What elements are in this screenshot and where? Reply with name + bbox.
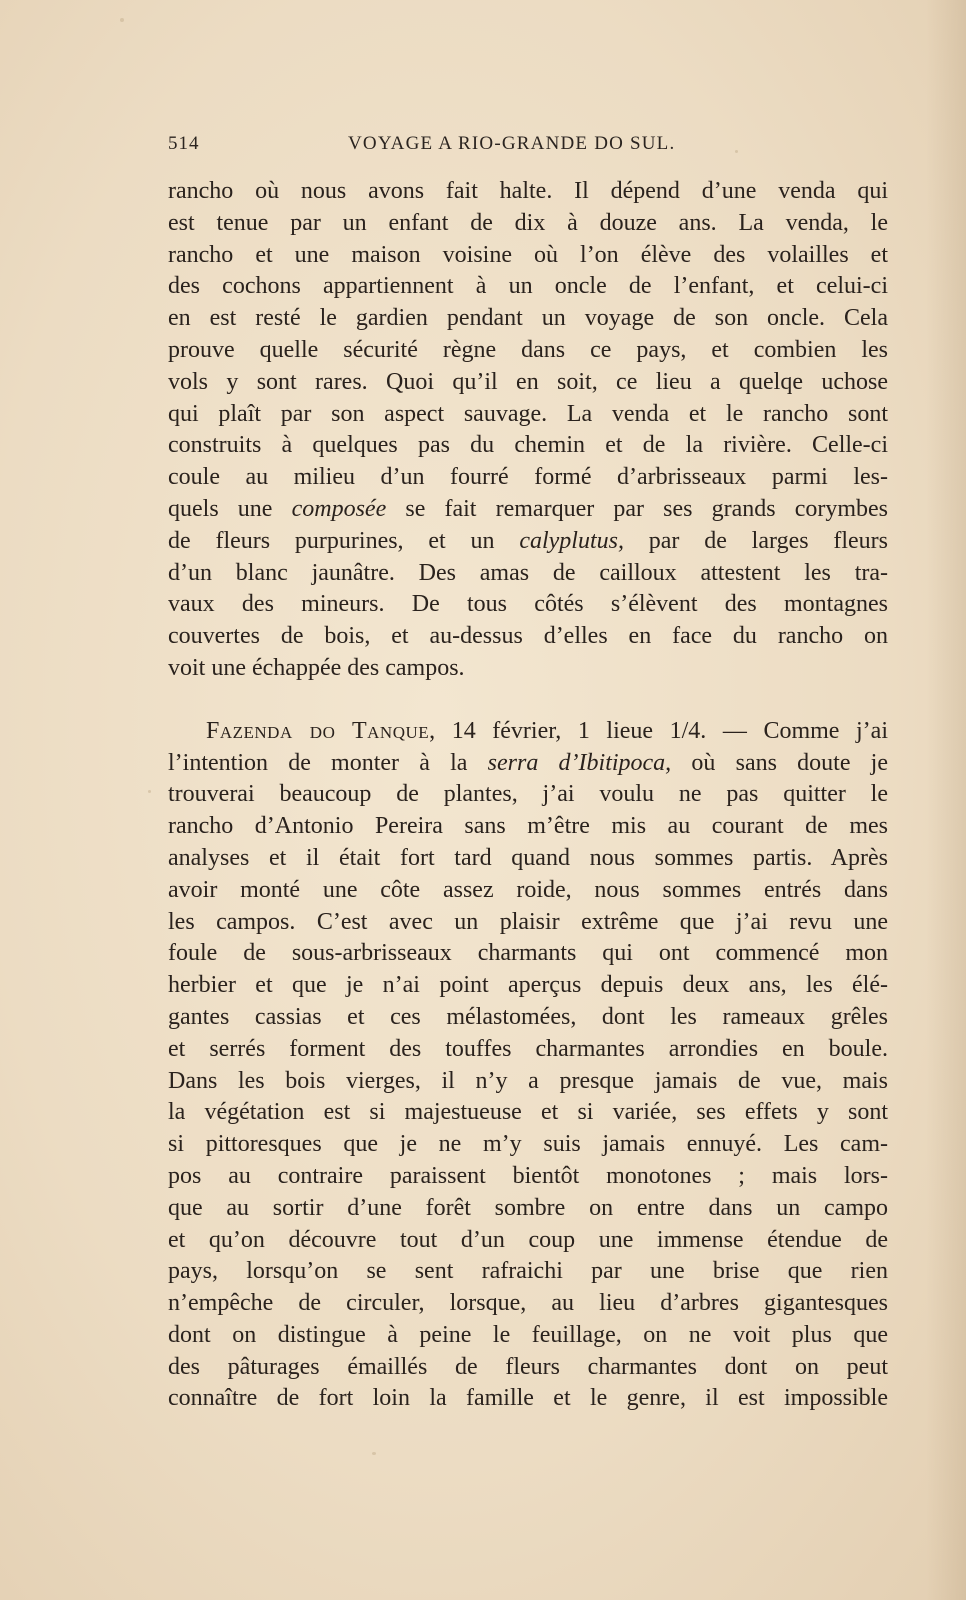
text-line: pays, lorsqu’on se sent rafraichi par une brise que rien (168, 1258, 888, 1285)
running-header (168, 133, 713, 159)
text-line: dont on distingue à peine le feuillage, on ne voit plus que (168, 1321, 888, 1348)
text-line: des pâturages émaillés de fleurs charmantes dont on peut (168, 1353, 888, 1380)
text-line: avoir monté une côte assez roide, nous sommes entrés dans (168, 876, 888, 903)
text-segment: , 14 février, 1 lieue 1/4. — Comme j’ai (429, 717, 888, 744)
paper-speck (120, 18, 124, 22)
text-line (168, 716, 888, 748)
text-line: vols y sont rares. Quoi qu’il en soit, ce lieu a quelqe uchose (168, 368, 888, 395)
body-text (168, 176, 888, 1415)
text-line: pos au contraire paraissent bientôt monotones ; mais lors- (168, 1162, 888, 1189)
text-line: la végétation est si majestueuse et si variée, ses effets y sont (168, 1099, 888, 1126)
text-segment: par de larges fleurs (623, 527, 889, 554)
text-line: d’un blanc jaunâtre. Des amas de cailloux attestent les tra- (168, 559, 888, 586)
text-line: en est resté le gardien pendant un voyage de son oncle. Cela (168, 305, 888, 332)
text-segment: où sans doute je (671, 749, 889, 776)
text-line: rancho où nous avons fait halte. Il dépend d’une venda qui (168, 178, 888, 204)
text-line: et serrés forment des touffes charmantes arrondies en boule. (168, 1035, 888, 1062)
text-line: couvertes de bois, et au-dessus d’elles en face du rancho on (168, 623, 888, 650)
place-heading: Fazenda do Tanque (206, 717, 430, 744)
italic-term: calyplutus, (519, 527, 624, 554)
text-line: voit une échappée des campos. (168, 654, 465, 681)
text-line: qui plaît par son aspect sauvage. La venda et le rancho sont (168, 400, 888, 427)
text-line: coule au milieu d’un fourré formé d’arbrisseaux parmi les- (168, 464, 888, 491)
italic-term: composée (291, 495, 387, 522)
text-line (168, 494, 888, 526)
paper-speck (372, 1452, 376, 1455)
paper-speck (735, 150, 738, 153)
text-line: n’empêche de circuler, lorsque, au lieu d’arbres gigantesques (168, 1290, 888, 1317)
italic-term: serra d’Ibitipoca, (487, 749, 672, 776)
text-segment: l’intention de monter à la (168, 749, 488, 776)
text-line: les campos. C’est avec un plaisir extrême que j’ai revu une (168, 908, 888, 935)
text-line: vaux des mineurs. De tous côtés s’élèvent des montagnes (168, 591, 888, 618)
text-line: rancho et une maison voisine où l’on élève des volailles et (168, 241, 888, 268)
text-segment: de fleurs purpurines, et un (168, 527, 520, 554)
text-line: prouve quelle sécurité règne dans ce pays, et combien les (168, 336, 888, 363)
text-line: rancho d’Antonio Pereira sans m’être mis au courant de mes (168, 813, 888, 840)
text-line: Dans les bois vierges, il n’y a presque jamais de vue, mais (168, 1067, 888, 1094)
text-line (168, 526, 888, 558)
text-line: construits à quelques pas du chemin et de la rivière. Celle-ci (168, 432, 888, 459)
text-line: que au sortir d’une forêt sombre on entre dans un campo (168, 1194, 888, 1221)
text-line: des cochons appartiennent à un oncle de l’enfant, et celui-ci (168, 273, 888, 300)
text-line: est tenue par un enfant de dix à douze ans. La venda, le (168, 209, 888, 236)
text-line: connaître de fort loin la famille et le genre, il est impossible (168, 1385, 888, 1412)
text-line: gantes cassias et ces mélastomées, dont les rameaux grêles (168, 1003, 888, 1030)
running-title: VOYAGE A RIO-GRANDE DO SUL. (348, 133, 676, 154)
paragraph-gap (168, 685, 888, 716)
text-line (168, 748, 888, 780)
text-segment: quels une (168, 495, 292, 522)
text-line: analyses et il était fort tard quand nous sommes partis. Après (168, 844, 888, 871)
text-line: si pittoresques que je ne m’y suis jamais ennuyé. Les cam- (168, 1131, 888, 1158)
page-number: 514 (168, 133, 200, 154)
text-line: herbier et que je n’ai point aperçus depuis deux ans, les élé- (168, 972, 888, 999)
text-segment: se fait remarquer par ses grands corymbes (386, 495, 889, 522)
text-line: foule de sous-arbrisseaux charmants qui ont commencé mon (168, 940, 888, 967)
text-line: et qu’on découvre tout d’un coup une immense étendue de (168, 1226, 888, 1253)
text-line: trouverai beaucoup de plantes, j’ai voulu ne pas quitter le (168, 781, 888, 808)
paper-speck (148, 790, 151, 793)
